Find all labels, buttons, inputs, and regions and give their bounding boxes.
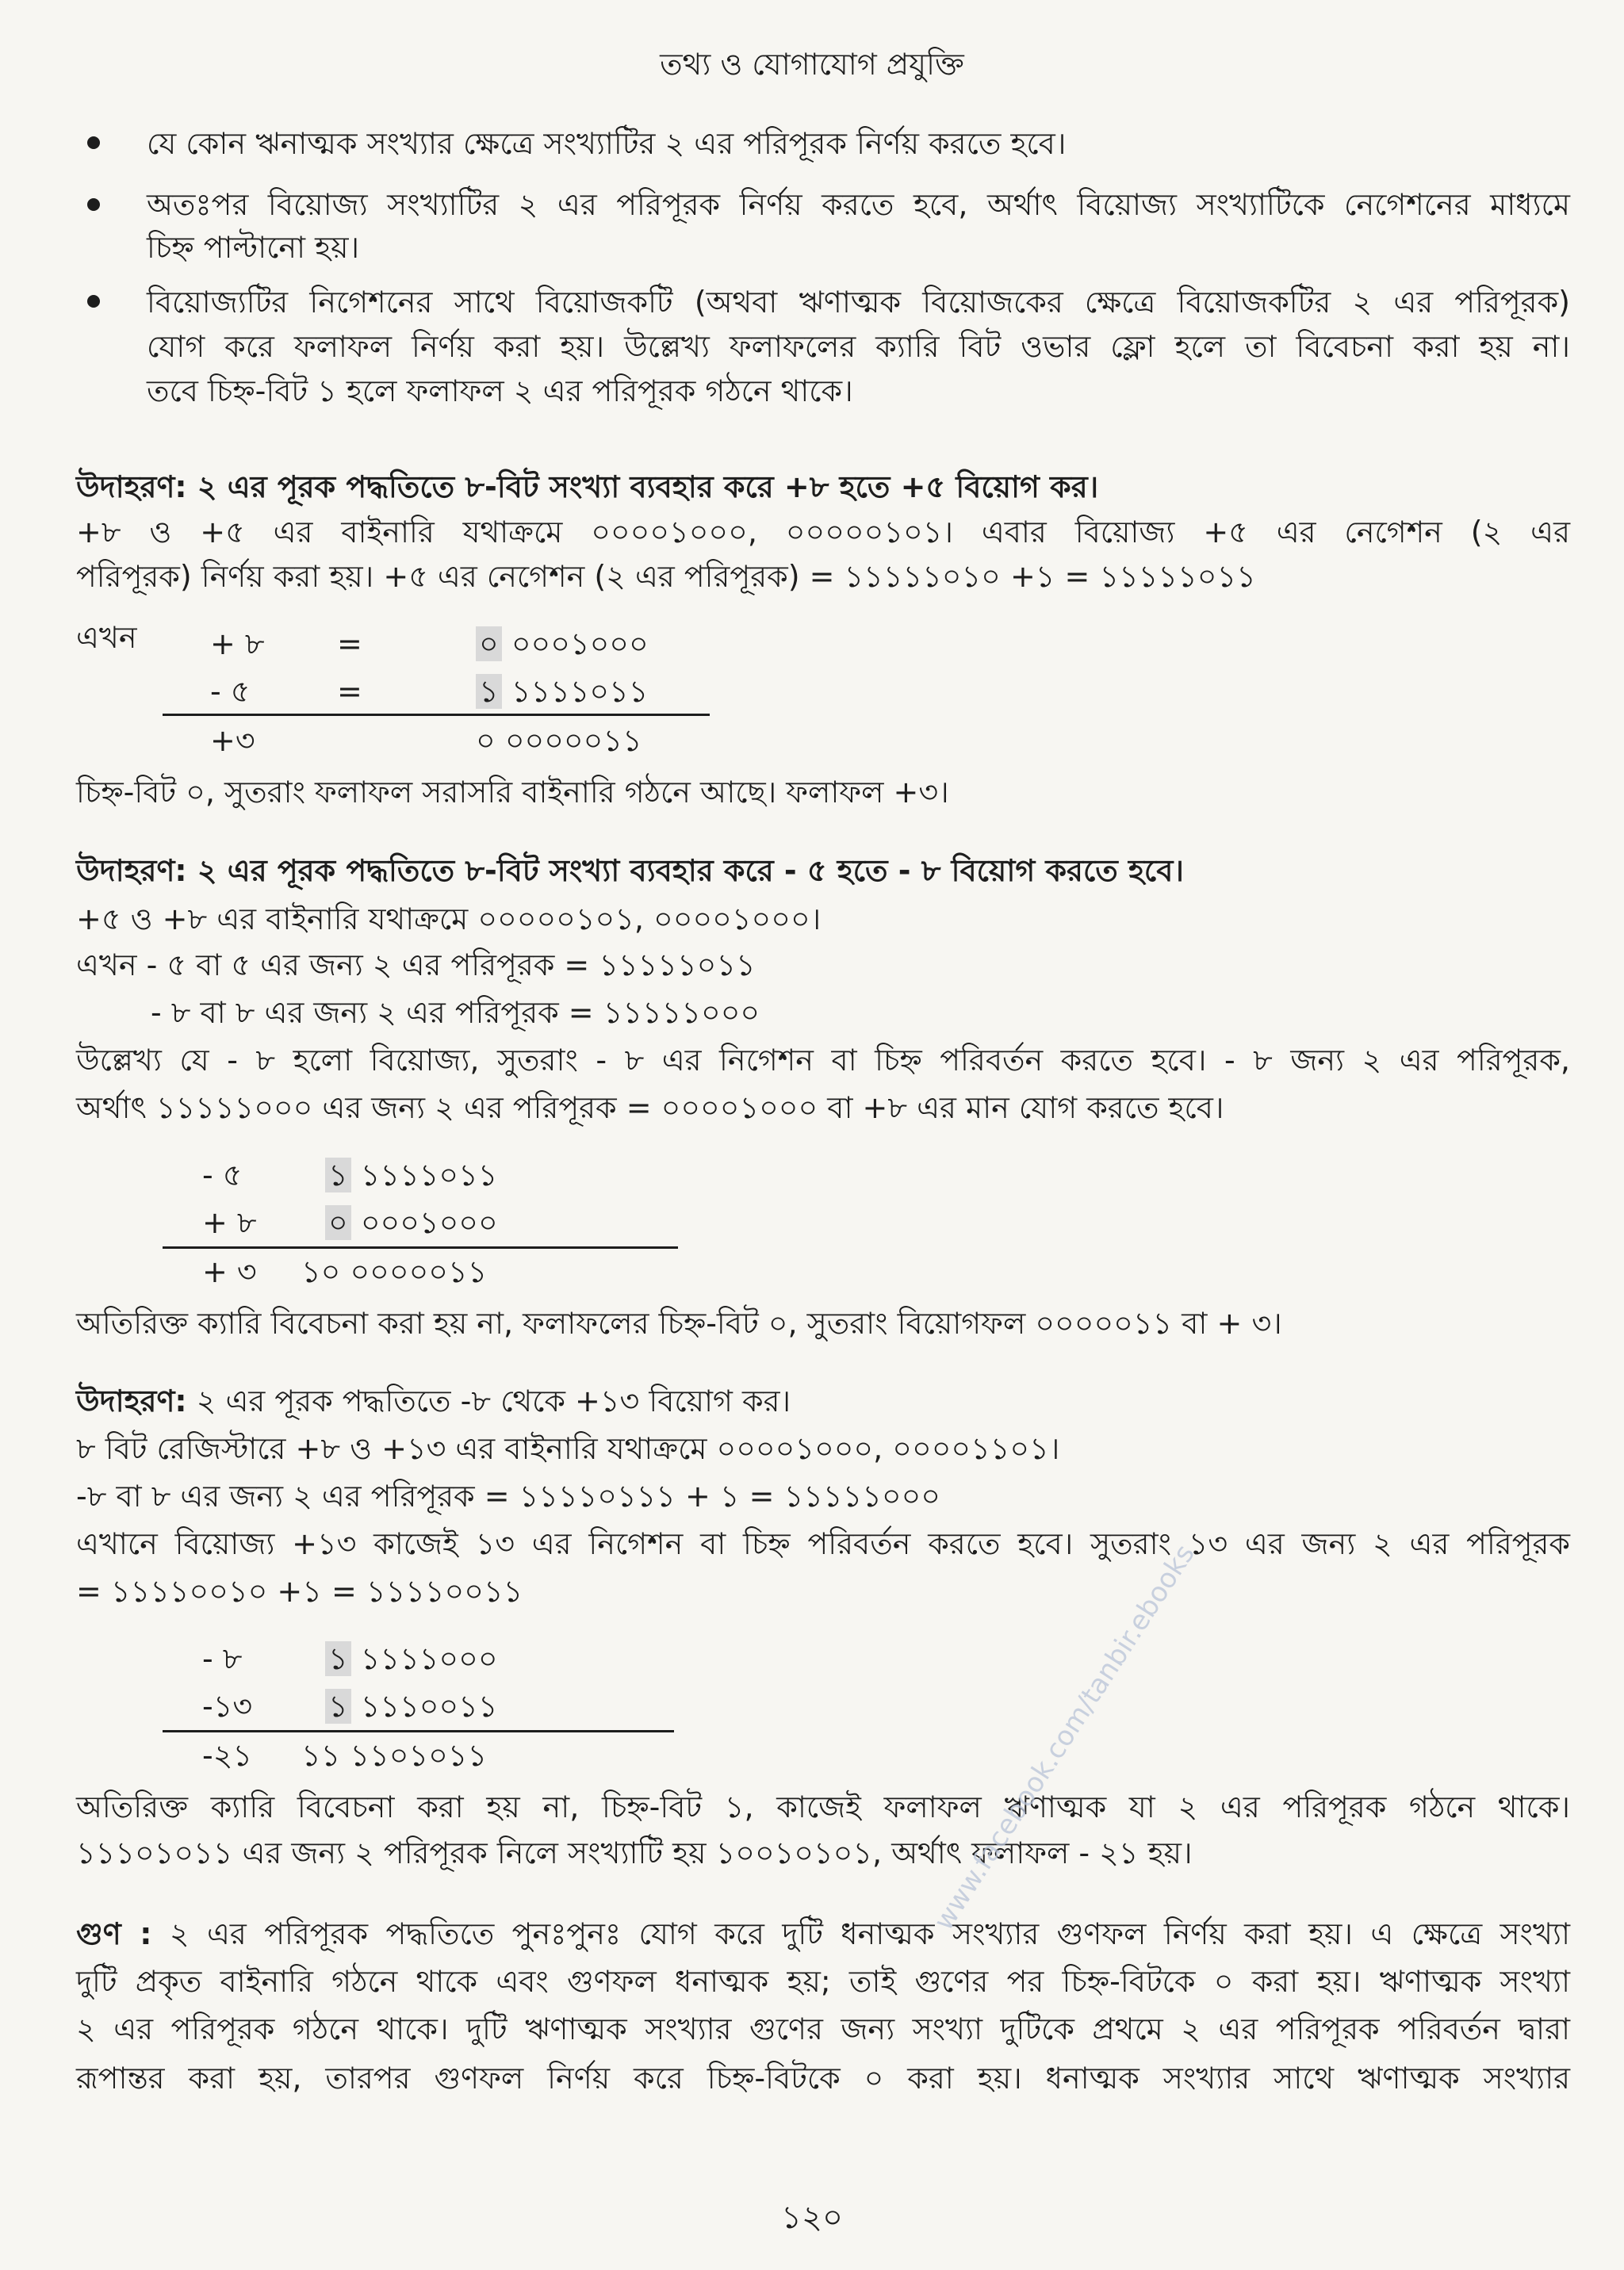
bullet-dot	[87, 136, 100, 149]
example-2-heading: উদাহরণ: ২ এর পূরক পদ্ধতিতে ৮-বিট সংখ্যা ব্যবহার করে - ৫ হতে - ৮ বিয়োগ করতে হবে।	[76, 853, 1184, 888]
carry-sign-bits: ১০	[301, 1254, 341, 1289]
bullet-dot	[87, 295, 100, 308]
example-2-conclusion: অতিরিক্ত ক্যারি বিবেচনা করা হয় না, ফলাফলের চিহ্ন-বিট ০, সুতরাং বিয়োগফল ০০০০০১১ বা + ৩।	[76, 1306, 1282, 1341]
magnitude-bits: ১১১১০১১	[511, 674, 649, 709]
sum-rule	[163, 714, 710, 716]
calc-row-value	[476, 672, 648, 710]
calc-prefix: এখন	[76, 620, 137, 655]
example-3-line-1: ৮ বিট রেজিস্টারে +৮ ও +১৩ এর বাইনারি যথাক্রমে ০০০০১০০০, ০০০০১১০১।	[76, 1431, 1060, 1466]
example-2-line-1: +৫ ও +৮ এর বাইনারি যথাক্রমে ০০০০০১০১, ০০০০১০০০।	[76, 901, 822, 936]
sign-bit: ০	[476, 626, 502, 661]
sum-rule	[163, 1730, 674, 1732]
multiplication-line-3: ২ এর পরিপূরক গঠনে থাকে। দুটি ঋণাত্মক সংখ্যার গুণের জন্য সংখ্যা দুটিকে প্রথমে ২ এর পরিপূরক পরিবর্তন দ্বারা	[76, 2012, 1570, 2046]
calc-result-value	[301, 1253, 487, 1291]
bullet-1-line-1: যে কোন ঋনাত্মক সংখ্যার ক্ষেত্রে সংখ্যাটির ২ এর পরিপূরক নির্ণয় করতে হবে।	[147, 126, 1067, 161]
magnitude-bits: ১১০১০১১	[350, 1738, 488, 1773]
example-3-heading-text: ২ এর পূরক পদ্ধতিতে -৮ থেকে +১৩ বিয়োগ কর।	[186, 1384, 791, 1418]
watermark-text: www.facebook.com/tanbir.ebooks	[928, 1538, 1201, 1936]
magnitude-bits: ০০০১০০০	[360, 1205, 498, 1240]
calc-row-value	[325, 1156, 497, 1194]
magnitude-bits: ০০০১০০০	[511, 626, 649, 661]
calc-row-label: - ৮	[202, 1641, 243, 1676]
bullet-2-line-2: চিহ্ন পাল্টানো হয়।	[147, 230, 360, 265]
calc-row-value	[325, 1687, 497, 1725]
example-3-heading-label: উদাহরণ:	[76, 1384, 187, 1418]
calc-row-value	[325, 1640, 498, 1678]
sum-rule	[163, 1246, 678, 1249]
magnitude-bits: ০০০০০১১	[504, 723, 642, 758]
example-3-line-4: = ১১১১০০১০ +১ = ১১১১০০১১	[76, 1574, 523, 1609]
calc-result-label: +৩	[210, 723, 255, 758]
example-3-conclusion-1: অতিরিক্ত ক্যারি বিবেচনা করা হয় না, চিহ্ন-বিট ১, কাজেই ফলাফল ঋণাত্মক যা ২ এর পরিপূরক গঠনে থাকে।	[76, 1790, 1570, 1824]
example-2-line-2: এখন - ৫ বা ৫ এর জন্য ২ এর পরিপূরক = ১১১১১০১১	[76, 947, 756, 982]
sign-bit: ১	[325, 1689, 351, 1724]
calc-result-value	[301, 1736, 487, 1774]
multiplication-line-4: রূপান্তর করা হয়, তারপর গুণফল নির্ণয় করে চিহ্ন-বিটকে ০ করা হয়। ধনাত্মক সংখ্যার সাথে ঋণাত্মক সংখ্যার	[76, 2061, 1570, 2096]
sign-bit: ০	[476, 723, 496, 758]
example-3-line-3: এখানে বিয়োজ্য +১৩ কাজেই ১৩ এর নিগেশন বা চিহ্ন পরিবর্তন করতে হবে। সুতরাং ১৩ এর জন্য ২ এর পরিপূরক	[76, 1526, 1570, 1561]
calc-row-equals: =	[337, 626, 362, 661]
page-number: ১২০	[781, 2199, 843, 2236]
example-2-line-5: অর্থাৎ ১১১১১০০০ এর জন্য ২ এর পরিপূরক = ০০০০১০০০ বা +৮ এর মান যোগ করতে হবে।	[76, 1090, 1224, 1125]
calc-row-label: + ৮	[202, 1205, 257, 1240]
calc-row-label: + ৮	[210, 626, 265, 661]
sign-bit: ১	[325, 1158, 351, 1192]
carry-sign-bits: ১১	[301, 1738, 341, 1773]
calc-result-label: + ৩	[202, 1254, 257, 1289]
calc-row-value	[476, 625, 649, 663]
magnitude-bits: ১১১০০১১	[360, 1689, 498, 1724]
bullet-dot	[87, 198, 100, 211]
magnitude-bits: ০০০০০১১	[350, 1254, 488, 1289]
sign-bit: ১	[325, 1641, 351, 1676]
magnitude-bits: ১১১১০১১	[360, 1158, 498, 1192]
bullet-3-line-2: যোগ করে ফলাফল নির্ণয় করা হয়। উল্লেখ্য ফলাফলের ক্যারি বিট ওভার ফ্লো হলে তা বিবেচনা করা হয় না।	[147, 329, 1570, 364]
calc-row-label: - ৫	[210, 674, 251, 709]
multiplication-line-2: দুটি প্রকৃত বাইনারি গঠনে থাকে এবং গুণফল ধনাত্মক হয়; তাই গুণের পর চিহ্ন-বিটকে ০ করা হয়। ঋণাত্মক সংখ্যা	[76, 1964, 1570, 1999]
bullet-2-line-1: অতঃপর বিয়োজ্য সংখ্যাটির ২ এর পরিপূরক নির্ণয় করতে হবে, অর্থাৎ বিয়োজ্য সংখ্যাটিকে নেগেশনের মাধ্যমে	[147, 187, 1570, 222]
multiplication-text: ২ এর পরিপূরক পদ্ধতিতে পুনঃপুনঃ যোগ করে দুটি ধনাত্মক সংখ্যার গুণফল নির্ণয় করা হয়। এ ক্ষেত্রে সংখ্যা	[169, 1916, 1570, 1951]
example-1-line-2: পরিপূরক) নির্ণয় করা হয়। +৫ এর নেগেশন (২ এর পরিপূরক) = ১১১১১০১০ +১ = ১১১১১০১১	[76, 559, 1256, 594]
example-1-conclusion: চিহ্ন-বিট ০, সুতরাং ফলাফল সরাসরি বাইনারি গঠনে আছে। ফলাফল +৩।	[76, 775, 949, 810]
example-1-heading: উদাহরণ: ২ এর পূরক পদ্ধতিতে ৮-বিট সংখ্যা ব্যবহার করে +৮ হতে +৫ বিয়োগ কর।	[76, 469, 1099, 504]
example-3-line-2: -৮ বা ৮ এর জন্য ২ এর পরিপূরক = ১১১১০১১১ + ১ = ১১১১১০০০	[76, 1479, 941, 1514]
magnitude-bits: ১১১১০০০	[360, 1641, 498, 1676]
multiplication-line-1	[76, 1915, 1570, 1953]
sign-bit: ১	[476, 674, 502, 709]
example-1-line-1: +৮ ও +৫ এর বাইনারি যথাক্রমে ০০০০১০০০, ০০০০০১০১। এবার বিয়োজ্য +৫ এর নেগেশন (২ এর	[76, 515, 1570, 549]
calc-result-label: -২১	[202, 1738, 253, 1773]
example-2-line-4: উল্লেখ্য যে - ৮ হলো বিয়োজ্য, সুতরাং - ৮ এর নিগেশন বা চিহ্ন পরিবর্তন করতে হবে। - ৮ জন্য ২ এর পরিপূরক,	[76, 1043, 1570, 1078]
calc-row-label: - ৫	[202, 1158, 243, 1192]
bullet-3-line-3: তবে চিহ্ন-বিট ১ হলে ফলাফল ২ এর পরিপূরক গঠনে থাকে।	[147, 373, 853, 408]
example-3-heading	[76, 1382, 791, 1420]
example-3-conclusion-2: ১১১০১০১১ এর জন্য ২ পরিপূরক নিলে সংখ্যাটি হয় ১০০১০১০১, অর্থাৎ ফলাফল - ২১ হয়।	[76, 1836, 1193, 1870]
multiplication-label: গুণ :	[76, 1916, 152, 1951]
calc-row-equals: =	[337, 674, 362, 709]
calc-row-value	[325, 1204, 498, 1242]
page-header: তথ্য ও যোগাযোগ প্রযুক্তি	[660, 47, 964, 82]
sign-bit: ০	[325, 1205, 351, 1240]
calc-result-value	[476, 722, 642, 760]
example-2-line-3: - ৮ বা ৮ এর জন্য ২ এর পরিপূরক = ১১১১১০০০	[151, 995, 760, 1030]
calc-row-label: -১৩	[202, 1689, 253, 1724]
bullet-3-line-1: বিয়োজ্যটির নিগেশনের সাথে বিয়োজকটি (অথবা ঋণাত্মক বিয়োজকের ক্ষেত্রে বিয়োজকটির ২ এর পরিপূরক)	[147, 285, 1570, 320]
